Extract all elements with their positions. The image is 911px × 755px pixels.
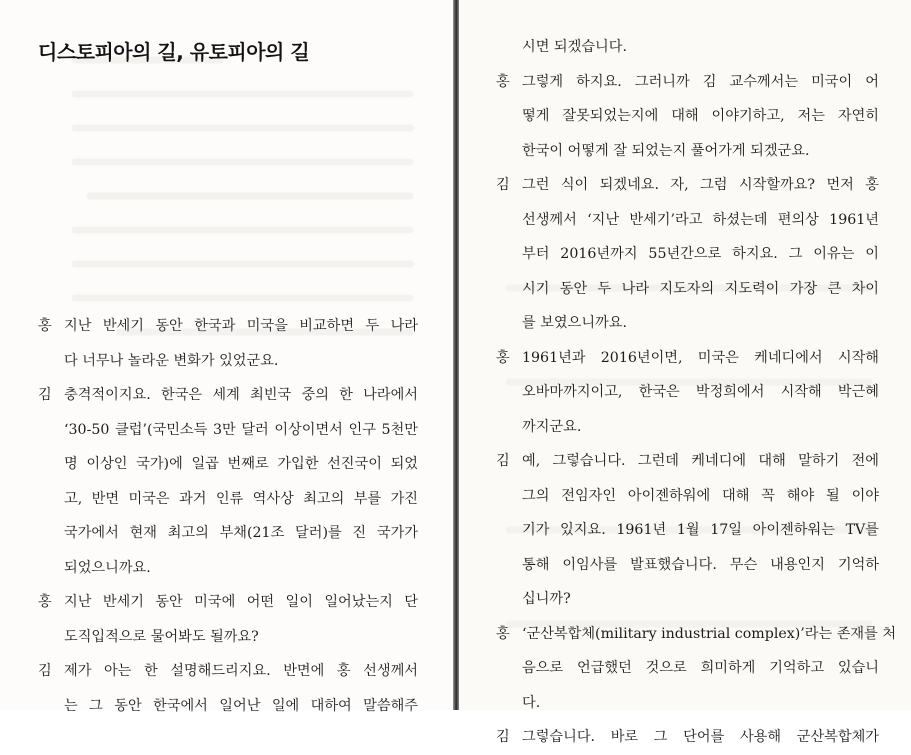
text-line: 국가에서 현재 최고의 부채(21조 달러)를 진 국가가 (64, 525, 418, 541)
dialogue-turn (38, 309, 418, 378)
dialogue-turn (38, 654, 418, 723)
text-line: 떻게 잘못되었는지에 대해 이야기하고, 저는 자연히 (522, 108, 879, 124)
right-page (459, 0, 911, 745)
speaker-label: 홍 (38, 318, 52, 334)
text-line: 부터 2016년까지 55년간으로 하지요. 그 이유는 이 (522, 246, 879, 262)
speaker-label: 홍 (496, 73, 510, 90)
text-line: 한국이 어떻게 잘 되었는지 풀어가게 되겠군요. (522, 142, 810, 159)
speaker-label: 홍 (496, 349, 510, 366)
text-line: 다 너무나 놀라운 변화가 있었군요. (64, 352, 279, 369)
running-header: 디스토피아의 길, 유토피아의 길 (38, 40, 310, 64)
text-line: 다. (522, 694, 541, 711)
text-line: 그의 전임자인 아이젠하워에 대해 꼭 해야 될 이야 (522, 487, 879, 504)
right-dialogue (496, 30, 897, 755)
text-line: 지난 반세기 동안 미국에 어떤 일이 일어났는지 단 (64, 594, 418, 610)
text-line: 예, 그렇습니다. 그런데 케네디에 대해 말하기 전에 (522, 453, 879, 469)
text-line: 충격적이지요. 한국은 세계 최빈국 중의 한 나라에서 (64, 387, 418, 403)
left-dialogue (38, 309, 418, 723)
left-page (0, 0, 453, 714)
text-line: 음으로 언급했던 것으로 희미하게 기억하고 있습니 (522, 660, 879, 676)
dialogue-turn (496, 30, 879, 65)
speaker-label: 김 (496, 729, 510, 745)
speaker-label: 홍 (496, 625, 510, 642)
dialogue-turn (496, 341, 879, 445)
text-line: 선생께서 ‘지난 반세기’라고 하셨는데 편의상 1961년 (522, 211, 879, 228)
text-line: ‘30-50 클럽’(국민소득 3만 달러 이상이면서 인구 5천만 (64, 421, 418, 438)
text-line: 그렇게 하지요. 그러니까 김 교수께서는 미국이 어 (522, 73, 879, 90)
text-line: 를 보였으니까요. (522, 315, 627, 331)
text-line: 시면 되겠습니다. (522, 39, 627, 55)
text-line: 1961년과 2016년이면, 미국은 케네디에서 시작해 (522, 349, 879, 366)
speaker-label: 김 (38, 663, 52, 679)
dialogue-turn (38, 378, 418, 585)
bleed-through-lines (60, 48, 420, 348)
dialogue-turn (496, 444, 879, 617)
dialogue-turn (496, 168, 879, 341)
text-line: 는 그 동안 한국에서 일어난 일에 대하여 말씀해주 (64, 697, 418, 714)
dialogue-turn (496, 617, 897, 721)
text-line: 명 이상인 국가)에 일곱 번째로 가입한 선진국이 되었 (64, 456, 418, 472)
text-line: 까지군요. (522, 418, 582, 435)
bleed-through-texture (60, 48, 420, 348)
text-line: 기가 있지요. 1961년 1월 17일 아이젠하워는 TV를 (522, 522, 879, 538)
text-line: 고, 반면 미국은 과거 인류 역사상 최고의 부를 가진 (64, 490, 418, 507)
text-line: 오바마까지이고, 한국은 박정희에서 시작해 박근혜 (522, 384, 879, 400)
speaker-label: 김 (496, 453, 510, 469)
speaker-label: 홍 (38, 594, 52, 610)
text-line: 통해 이임사를 발표했습니다. 무슨 내용인지 기억하 (522, 556, 879, 573)
text-line: 십니까? (522, 591, 571, 607)
speaker-label: 김 (496, 177, 510, 193)
text-line: 제가 아는 한 설명해드리지요. 반면에 홍 선생께서 (64, 663, 418, 679)
text-line: ‘군산복합체(military industrial complex)’라는 존재를 처 (522, 625, 897, 642)
dialogue-turn (496, 65, 879, 169)
speaker-label: 김 (38, 387, 52, 403)
text-line: 그렇습니다. 바로 그 단어를 사용해 군산복합체가 (522, 729, 879, 745)
dialogue-turn (496, 720, 879, 755)
dialogue-turn (38, 585, 418, 654)
text-line: 시기 동안 두 나라 지도자의 지도력이 가장 큰 차이 (522, 280, 879, 297)
text-line: 도직입적으로 물어봐도 될까요? (64, 628, 259, 645)
text-line: 지난 반세기 동안 한국과 미국을 비교하면 두 나라 (64, 318, 418, 334)
text-line: 그런 식이 되겠네요. 자, 그럼 시작할까요? 먼저 홍 (522, 177, 879, 193)
text-line: 되었으니까요. (64, 559, 151, 576)
